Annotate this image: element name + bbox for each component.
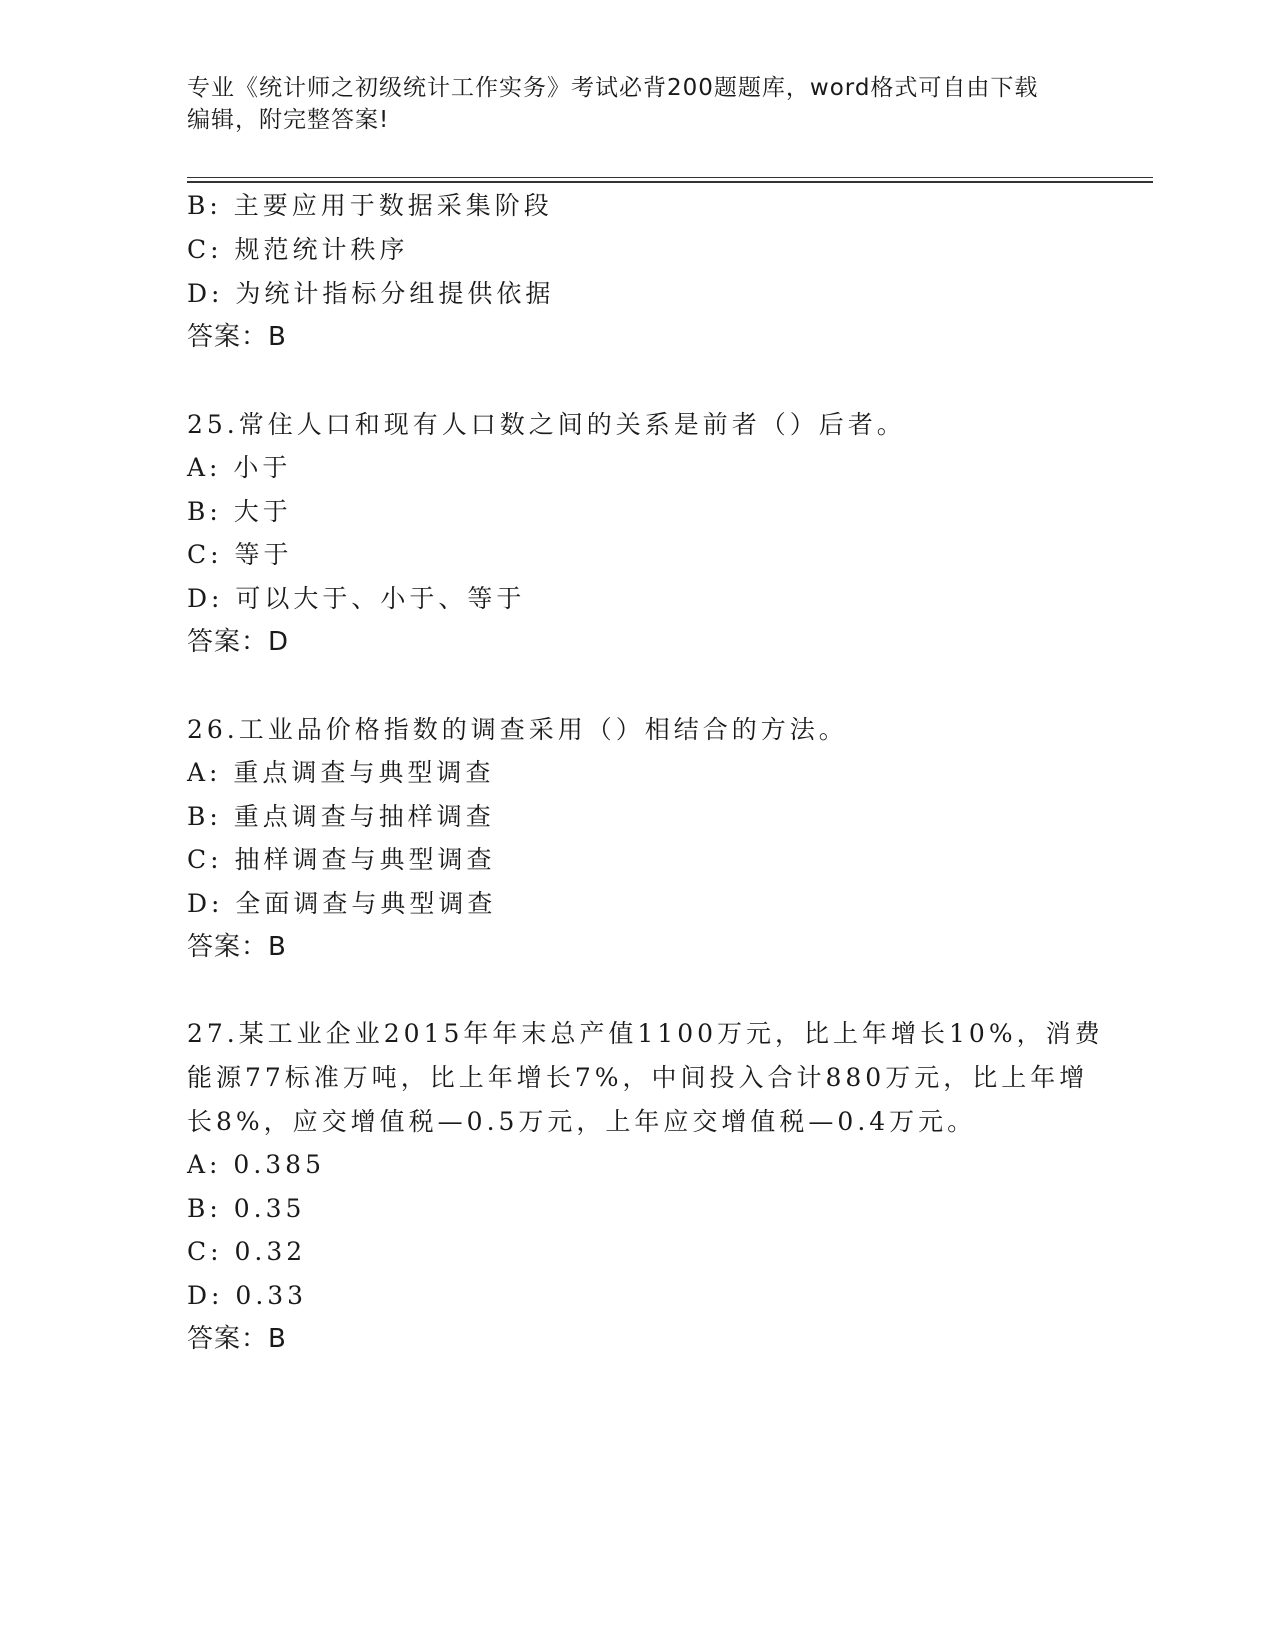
option-d: D: 0.33: [187, 1281, 308, 1310]
option-c: C: 规范统计秩序: [187, 235, 409, 264]
header-line-2: 编辑，附完整答案!: [187, 107, 390, 133]
question-26-stem: 26.工业品价格指数的调查采用（）相结合的方法。: [187, 715, 848, 744]
option-b: B: 主要应用于数据采集阶段: [187, 191, 553, 220]
answer-label: 答案：B: [187, 932, 287, 962]
option-b: B: 0.35: [187, 1194, 306, 1223]
question-27-stem-line-3: 长8%，应交增值税—0.5万元，上年应交增值税—0.4万元。: [187, 1107, 977, 1136]
question-27-stem-line-1: 27.某工业企业2015年年末总产值1100万元，比上年增长10%，消费: [187, 1019, 1104, 1048]
option-b: B: 大于: [187, 497, 292, 526]
option-c: C: 抽样调查与典型调查: [187, 845, 496, 874]
header-divider-thick: [187, 181, 1153, 183]
document-header: [187, 72, 1087, 136]
option-a: A: 0.385: [187, 1150, 325, 1179]
header-divider-thin: [187, 177, 1153, 178]
answer-label: 答案：B: [187, 1324, 287, 1354]
option-b: B: 重点调查与抽样调查: [187, 802, 495, 831]
option-d: D: 全面调查与典型调查: [187, 889, 497, 918]
option-c: C: 0.32: [187, 1237, 307, 1266]
answer-label: 答案：D: [187, 627, 290, 657]
question-25-stem: 25.常住人口和现有人口数之间的关系是前者（）后者。: [187, 410, 906, 439]
option-d: D: 为统计指标分组提供依据: [187, 279, 555, 308]
option-a: A: 小于: [187, 453, 292, 482]
option-d: D: 可以大于、小于、等于: [187, 584, 526, 613]
header-line-1: 专业《统计师之初级统计工作实务》考试必背200题题库，word格式可自由下载: [187, 75, 1039, 101]
option-c: C: 等于: [187, 540, 293, 569]
question-27-stem-line-2: 能源77标准万吨，比上年增长7%，中间投入合计880万元，比上年增: [187, 1063, 1089, 1092]
option-a: A: 重点调查与典型调查: [187, 758, 495, 787]
answer-label: 答案：B: [187, 322, 287, 352]
